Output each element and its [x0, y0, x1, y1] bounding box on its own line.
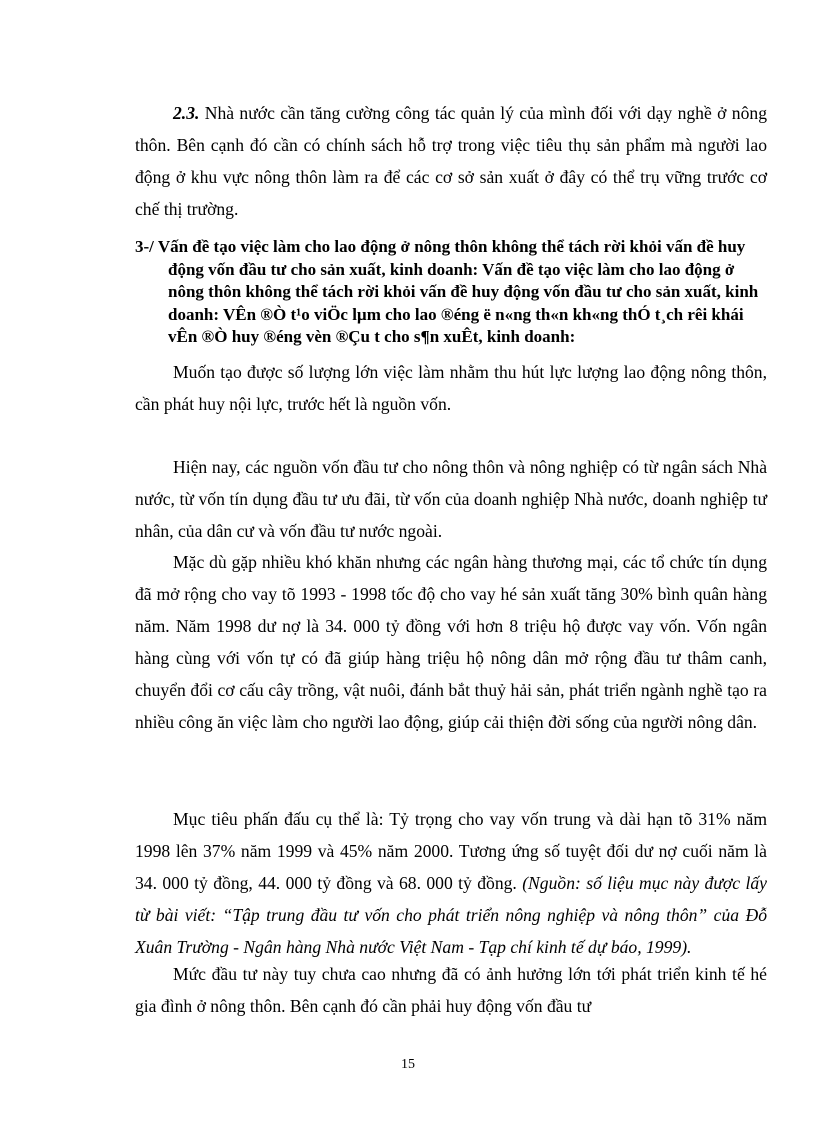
page-number: 15: [401, 1057, 415, 1072]
section-heading-3: 3-/ Vấn đề tạo việc làm cho lao động ở nông thôn không thể tách rời khỏi vấn đề huy động vốn đầu tư cho sản xuất, kinh doanh: Vấn đề tạo việc làm cho lao động ở nông thôn không thể tách rời khỏi vấn đề huy động vốn đầu tư cho sản xuất, kinh doanh: VÊn ®Ò t¹o viÖc lµm cho lao ®éng ë n«ng th«n kh«ng thÓ t¸ch rêi khái vÊn ®Ò huy ®éng vèn ®Çu t cho s¶n xuÊt, kinh doanh:: [135, 237, 759, 346]
paragraph: Hiện nay, các nguồn vốn đầu tư cho nông thôn và nông nghiệp có từ ngân sách Nhà nước, từ vốn tín dụng đầu tư ưu đãi, từ vốn của doanh nghiệp Nhà nước, doanh nghiệp tư nhân, của dân cư và vốn đầu tư nước ngoài.: [135, 457, 767, 541]
paragraph: Muốn tạo được số lượng lớn việc làm nhằm thu hút lực lượng lao động nông thôn, cần phát huy nội lực, trước hết là nguồn vốn.: [135, 362, 767, 414]
paragraph: Mặc dù gặp nhiều khó khăn nhưng các ngân hàng thương mại, các tổ chức tín dụng đã mở rộng cho vay tõ 1993 - 1998 tốc độ cho vay hé sản xuất tăng 30% bình quân hàng năm. Năm 1998 dư nợ là 34. 000 tỷ đồng với hơn 8 triệu hộ được vay vốn. Vốn ngân hàng cùng với vốn tự có đã giúp hàng triệu hộ nông dân mở rộng đầu tư thâm canh, chuyển đổi cơ cấu cây trồng, vật nuôi, đánh bắt thuỷ hải sản, phát triển ngành nghề tạo ra nhiều công ăn việc làm cho người lao động, giúp cải thiện đời sống của người nông dân.: [135, 552, 767, 732]
section-number: 2.3.: [173, 103, 200, 123]
paragraph-text: Nhà nước cần tăng cường công tác quản lý của mình đối với dạy nghề ở nông thôn. Bên cạnh đó cần có chính sách hỗ trợ trong việc tiêu thụ sản phẩm mà người lao động ở khu vực nông thôn làm ra để các cơ sở sản xuất ở đây có thể trụ vững trước cơ chế thị trường.: [135, 103, 767, 219]
source-citation: (Nguồn: số liệu mục này được lấy từ bài viết: “Tập trung đầu tư vốn cho phát triển nông nghiệp và nông thôn” của Đỗ Xuân Trường - Ngân hàng Nhà nước Việt Nam - Tạp chí kinh tế dự báo, 1999).: [135, 873, 767, 957]
paragraph-section-2-3: [135, 97, 767, 225]
paragraph-targets: [135, 803, 767, 963]
paragraph: Mức đầu tư này tuy chưa cao nhưng đã có ảnh hưởng lớn tới phát triển kinh tế hé gia đình ở nông thôn. Bên cạnh đó cần phải huy động vốn đầu tư: [135, 964, 767, 1016]
paragraph-text: Mục tiêu phấn đấu cụ thể là: Tỷ trọng cho vay vốn trung và dài hạn tõ 31% năm 1998 lên 37% năm 1999 và 45% năm 2000. Tương ứng số tuyệt đối dư nợ cuối năm là 34. 000 tỷ đồng, 44. 000 tỷ đồng và 68. 000 tỷ đồng.: [135, 809, 767, 893]
